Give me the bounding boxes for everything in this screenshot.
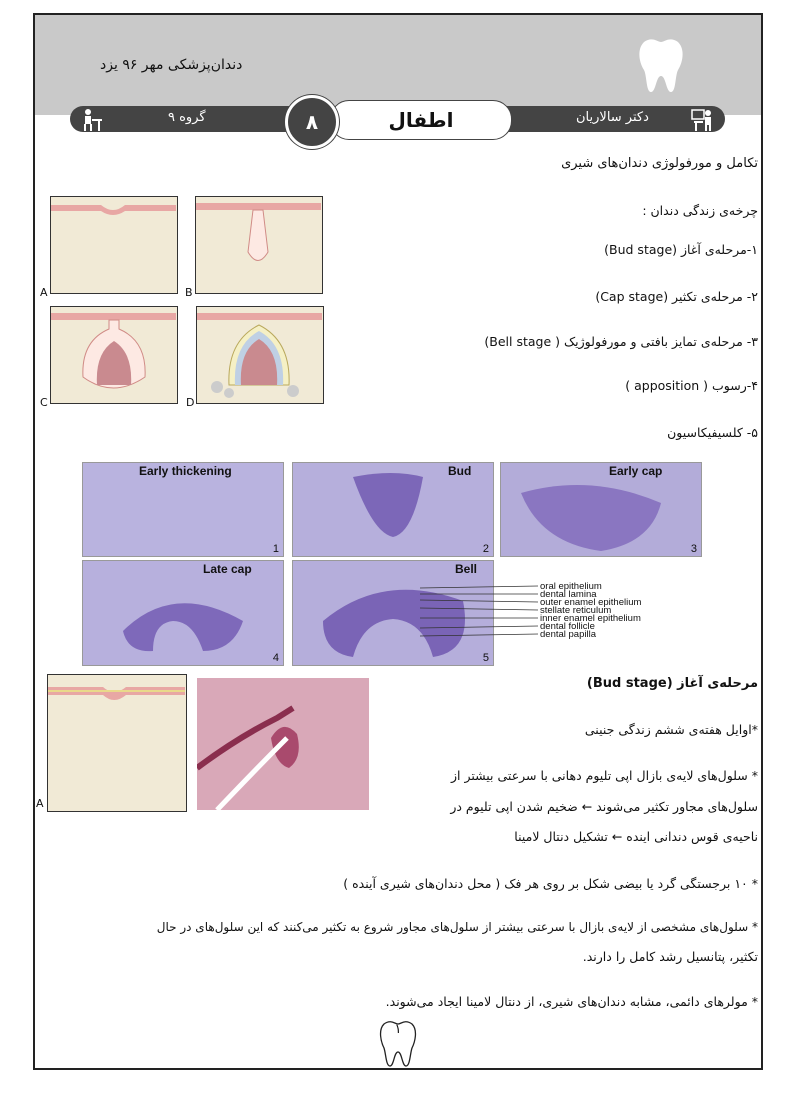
course-title: دندان‌پزشکی مهر ۹۶ یزد: [100, 57, 243, 73]
stage-diagram-bud-early: [50, 196, 178, 294]
stage-item: ۱-مرحله‌ی آغاز (Bud stage): [604, 242, 758, 257]
page-number: ۱: [394, 1022, 402, 1037]
stage-item: ۵- کلسیفیکاسیون: [667, 425, 758, 440]
bullet-text: * سلول‌های لایه‌ی بازال اپی تلیوم دهانی با سرعتی بیشتر از: [450, 768, 758, 783]
bullet-text: سلول‌های مجاور تکثیر می‌شوند ← ضخیم شدن اپی تلیوم در: [450, 799, 758, 814]
histology-number: 5: [482, 652, 489, 664]
bullet-text: *اوایل هفته‌ی ششم زندگی جنینی: [584, 722, 758, 737]
histology-number: 3: [690, 543, 697, 555]
histology-caption: Bud: [448, 464, 472, 478]
legend-label: dental papilla: [540, 629, 596, 640]
bullet-text: تکثیر، پتانسیل رشد کامل را دارند.: [582, 949, 758, 964]
stage-diagram-bud: [195, 196, 323, 294]
lifecycle-title: چرخه‌ی زندگی دندان :: [642, 203, 758, 218]
histology-number: 1: [272, 543, 279, 555]
stage-diagram-cap: [50, 306, 178, 404]
histology-caption: Bell: [455, 562, 478, 576]
bud-stage-diagram: [47, 674, 187, 812]
diagram-label: D: [186, 396, 195, 409]
legend-label: stellate reticulum: [540, 605, 612, 616]
stage-item: ۲- مرحله‌ی تکثیر (Cap stage): [595, 289, 758, 304]
histology-panel: [82, 462, 284, 557]
teacher-icon: [690, 108, 714, 132]
diagram-label: C: [40, 396, 48, 409]
histology-panel: [82, 560, 284, 666]
bullet-text: * سلول‌های مشخصی از لایه‌ی بازال با سرعتی بیشتر از سلول‌های مجاور شروع به تکثیر می‌کنند که این سلول‌های در حال: [156, 920, 758, 934]
bullet-text: * مولرهای دائمی، مشابه دندان‌های شیری، از دنتال لامینا ایجاد می‌شوند.: [385, 994, 758, 1009]
bullet-text: * ۱۰ برجستگی گرد یا بیضی شکل بر روی هر فک ( محل دندان‌های شیری آینده ): [343, 876, 758, 891]
page-heading: تکامل و مورفولوژی دندان‌های شیری: [561, 156, 758, 171]
histology-caption: Early cap: [609, 464, 663, 478]
stage-item: ۳- مرحله‌ی تمایز بافتی و مورفولوژیک ( Bell stage): [484, 334, 758, 349]
session-number: ۸: [285, 95, 339, 149]
histology-caption: Early thickening: [139, 464, 232, 478]
stage-diagram-bell: [196, 306, 324, 404]
histology-panel: [500, 462, 702, 557]
bullet-text: ناحیه‌ی قوس دندانی اینده ← تشکیل دنتال لامینا: [514, 829, 758, 844]
legend-label: dental follicle: [540, 621, 595, 632]
diagram-label: A: [36, 797, 44, 810]
legend-label: inner enamel epithelium: [540, 613, 641, 624]
bud-histology-image: [197, 678, 369, 810]
group-label: گروه ۹: [168, 110, 206, 125]
legend-leader-lines: [420, 580, 540, 646]
histology-panel: [292, 462, 494, 557]
bud-stage-heading: مرحله‌ی آغاز (Bud stage): [586, 676, 758, 691]
histology-number: 4: [272, 652, 279, 664]
tooth-logo-icon: [636, 36, 686, 94]
diagram-label: A: [40, 286, 48, 299]
stage-item: ۴-رسوب ( apposition ): [625, 378, 758, 393]
legend-label: dental lamina: [540, 589, 597, 600]
histology-caption: Late cap: [203, 562, 252, 576]
teacher-name: دکتر سالاریان: [576, 110, 649, 125]
legend-label: outer enamel epithelium: [540, 597, 642, 608]
student-icon: [80, 108, 104, 132]
histology-number: 2: [482, 543, 489, 555]
subject-title: اطفال: [330, 100, 512, 140]
legend-label: oral epithelium: [540, 581, 602, 592]
diagram-label: B: [185, 286, 193, 299]
